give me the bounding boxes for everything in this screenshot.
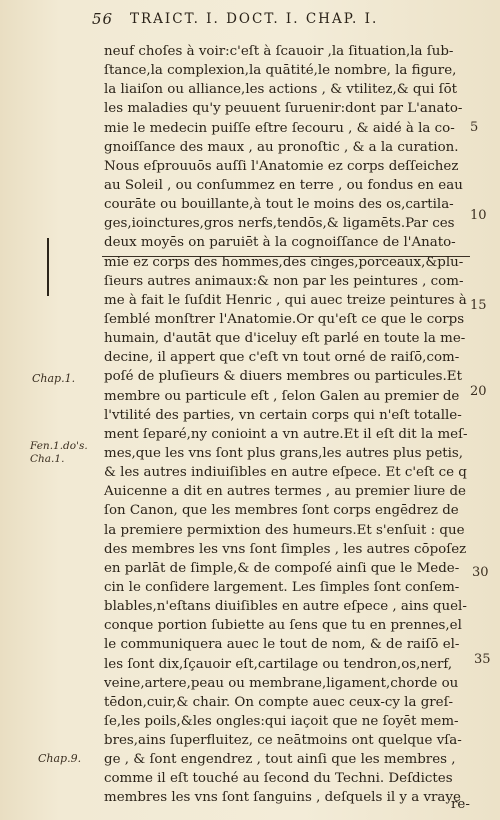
page-number: 56 (92, 10, 114, 28)
text-line: courāte ou bouillante,à tout le moins des os,cartila- (104, 197, 454, 213)
text-line: au Soleil , ou conſummez en terre , ou fondus en eau (104, 177, 463, 193)
text-line: comme il eſt touché au ſecond du Techni. Deſdictes (104, 771, 453, 787)
text-line: deux moyēs on paruiēt à la cognoiſſance de l'Anato- (104, 235, 456, 251)
text-line: humain, d'autāt que d'iceluy eſt parlé en toute la me- (104, 331, 466, 347)
body-text (104, 42, 469, 808)
text-line: veine,artere,peau ou membrane,ligament,chorde ou (104, 675, 459, 691)
text-line: ge , & ſont engendrez , tout ainſi que les membres , (104, 752, 456, 768)
text-line: ſemblé monſtrer l'Anatomie.Or qu'eſt ce que le corps (104, 311, 465, 327)
text-line: gnoiſſance des maux , au pronoſtic , & a la curation. (104, 139, 459, 155)
line-number-5: 5 (470, 120, 479, 135)
text-line: bres,ains ſuperfluitez, ce neātmoins ont quelque vſa- (104, 733, 462, 749)
text-line: ment ſeparé,ny conioint a vn autre.Et il eſt dit la meſ- (104, 426, 468, 442)
text-line: ges,ioinctures,gros nerfs,tendōs,& ligamēts.Par ces (104, 216, 455, 232)
text-line: blables,n'eſtans diuiſibles en autre eſpece , ains quel- (104, 599, 467, 615)
text-line: ſe,les poils,&les ongles:qui iaçoit que ne ſoyēt mem- (104, 713, 459, 729)
running-title: TRAICT. I. DOCT. I. CHAP. I. (130, 11, 379, 27)
text-line: tēdon,cuir,& chair. On compte auec ceux-cy la greſ- (104, 694, 454, 710)
page-header (92, 10, 462, 34)
text-line: mie le medecin puiſſe eſtre ſecouru , & aidé à la co- (104, 120, 455, 136)
line-number-35: 35 (474, 652, 491, 667)
text-line: conque portion ſubiette au ſens que tu en prennes,el (104, 618, 462, 634)
line-number-15: 15 (470, 298, 487, 313)
text-line: les ſont dix,ſçauoir eſt,cartilage ou tendron,os,nerf, (104, 656, 453, 672)
text-line: me à fait le ſuſdit Henric , qui auec treize peintures à (104, 292, 467, 308)
text-line: ſtance,la complexion,la quātité,le nombre, la figure, (104, 63, 457, 79)
text-line: Nous eſprouuōs auſſi l'Anatomie ez corps deſſeichez (104, 158, 459, 174)
text-line: membre ou particule eſt , ſelon Galen au premier de (104, 388, 460, 404)
line-number-20: 20 (470, 384, 487, 399)
text-line: les maladies qu'y peuuent ſuruenir:dont par L'anato- (104, 101, 463, 117)
text-line: ſieurs autres animaux:& non par les peintures , com- (104, 273, 464, 289)
text-line: cin le conſidere largement. Les ſimples ſont conſem- (104, 579, 460, 595)
text-line: mie ez corps des hommes,des cinges,porceaux,&plu- (104, 254, 464, 270)
text-line: des membres les vns ſont ſimples , les autres cōpoſez (104, 541, 467, 557)
line-number-10: 10 (470, 208, 487, 223)
margin-vertical-mark (47, 238, 49, 296)
text-line: & les autres indiuiſibles en autre eſpece. Et c'eſt ce q (104, 465, 467, 481)
text-line: le communiquera auec le tout de nom, & de raiſō el- (104, 637, 460, 653)
text-line: neuf choſes à voir:c'eſt à ſcauoir ,la ſituation,la ſub- (104, 44, 454, 59)
text-line: la liaiſon ou alliance,les actions , & vtilitez,& qui ſōt (104, 82, 458, 98)
line-number-30: 30 (472, 565, 489, 580)
text-line: membres les vns ſont ſanguins , deſquels il y a vraye (104, 790, 461, 806)
text-line: Auicenne a dit en autres termes , au premier liure de (104, 484, 466, 500)
text-line: mes,que les vns ſont plus grans,les autres plus petis, (104, 445, 464, 461)
text-line: ſon Canon, que les membres ſont corps engēdrez de (104, 503, 459, 519)
margin-note-chap9: Chap.9. (38, 752, 82, 765)
text-line: poſé de pluſieurs & diuers membres ou particules.Et (104, 369, 462, 385)
margin-note-chap1: Chap.1. (32, 372, 76, 385)
text-line: la premiere permixtion des humeurs.Et s'enſuit : que (104, 522, 465, 538)
catchword: re- (451, 797, 470, 812)
text-line: l'vtilité des parties, vn certain corps qui n'eſt totalle- (104, 407, 462, 423)
margin-note-fen: Fen.1.do's. Cha.1. (30, 440, 88, 465)
text-line: decine, il appert que c'eſt vn tout orné de raiſō,com- (104, 350, 460, 366)
text-line: en parlāt de ſimple,& de compoſé ainſi que le Mede- (104, 560, 460, 576)
